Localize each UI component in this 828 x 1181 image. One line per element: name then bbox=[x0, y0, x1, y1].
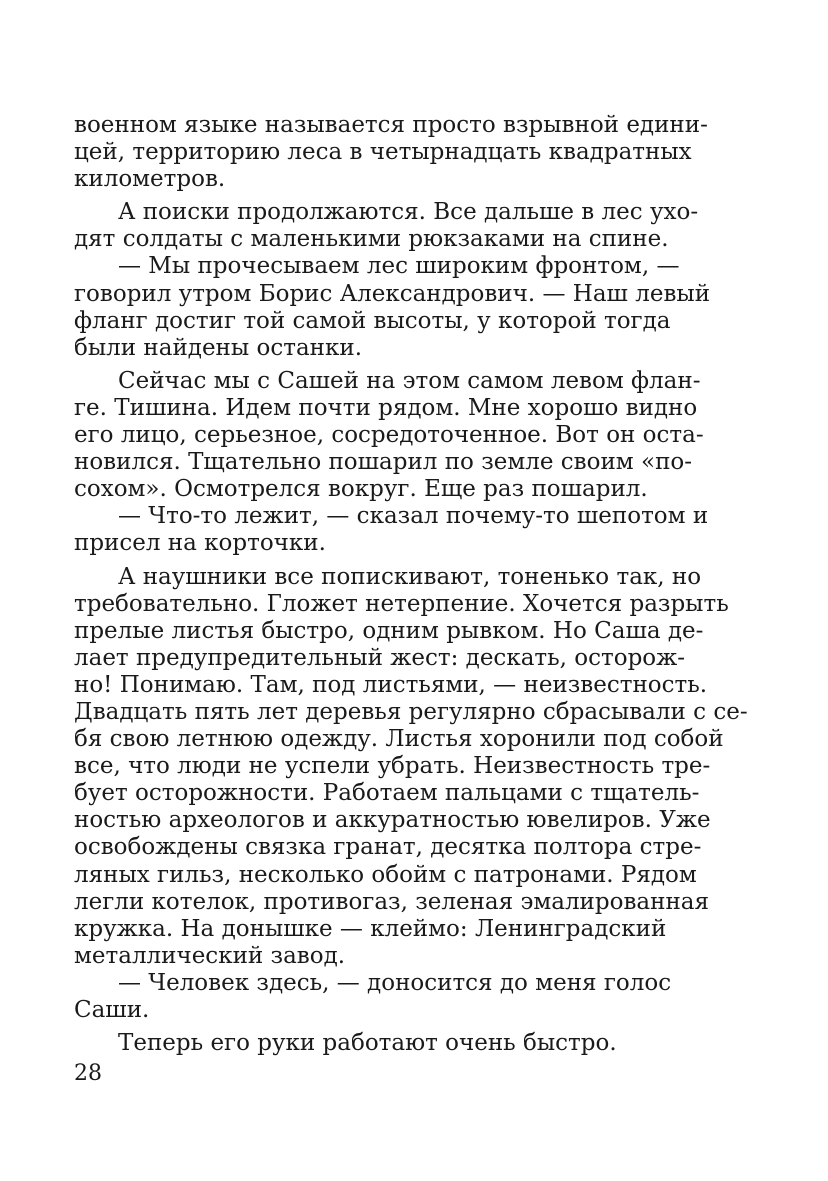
text-line: военном языке называется просто взрывной едини- bbox=[74, 112, 708, 138]
text-line: фланг достиг той самой высоты, у которой тогда bbox=[74, 307, 671, 334]
paragraph bbox=[74, 368, 754, 503]
body-text bbox=[74, 112, 754, 1057]
text-line: ляных гильз, несколько обойм с патронами. Рядом bbox=[74, 861, 697, 888]
text-line: кружка. На донышке — клеймо: Ленинградский bbox=[74, 915, 667, 942]
paragraph bbox=[74, 970, 754, 1024]
paragraph bbox=[74, 112, 754, 193]
text-line: — Мы прочесываем лес широким фронтом, — bbox=[118, 253, 680, 280]
text-line: ностью археологов и аккуратностью ювелиров. Уже bbox=[74, 807, 711, 834]
paragraph bbox=[74, 503, 754, 557]
text-line: — Что-то лежит, — сказал почему-то шепотом и bbox=[118, 503, 709, 530]
text-line: легли котелок, противогаз, зеленая эмалированная bbox=[74, 888, 709, 915]
text-line: — Человек здесь, — доносится до меня голос bbox=[118, 969, 672, 996]
text-line: говорил утром Борис Александрович. — Наш левый bbox=[74, 280, 711, 307]
text-line: освобождены связка гранат, десятка полтора стре- bbox=[74, 834, 702, 861]
paragraph bbox=[74, 1030, 754, 1057]
text-line: лает предупредительный жест: дескать, осторож- bbox=[74, 644, 686, 671]
text-line: километров. bbox=[74, 166, 226, 193]
paragraph bbox=[74, 564, 754, 970]
text-line: цей, территорию леса в четырнадцать квадратных bbox=[74, 139, 692, 166]
text-line: Саши. bbox=[74, 997, 150, 1023]
text-line: Двадцать пять лет деревья регулярно сбрасывали с се- bbox=[74, 698, 748, 725]
text-line: прелые листья быстро, одним рывком. Но Саша де- bbox=[74, 617, 704, 644]
text-line: новился. Тщательно пошарил по земле своим «по- bbox=[74, 449, 693, 476]
text-line: Сейчас мы с Сашей на этом самом левом флан- bbox=[118, 367, 701, 394]
text-line: дят солдаты с маленькими рюкзаками на спине. bbox=[74, 226, 669, 253]
text-line: сохом». Осмотрелся вокруг. Еще раз пошарил. bbox=[74, 476, 648, 503]
paragraph bbox=[74, 199, 754, 253]
text-line: все, что люди не успели убрать. Неизвестность тре- bbox=[74, 753, 711, 780]
text-line: ге. Тишина. Идем почти рядом. Мне хорошо видно bbox=[74, 394, 698, 421]
text-line: бует осторожности. Работаем пальцами с тщатель- bbox=[74, 780, 700, 807]
paragraph bbox=[74, 253, 754, 361]
text-line: требовательно. Гложет нетерпение. Хочется разрыть bbox=[74, 590, 729, 617]
text-line: присел на корточки. bbox=[74, 530, 326, 557]
text-line: бя свою летнюю одежду. Листья хоронили под собой bbox=[74, 726, 724, 753]
text-line: А поиски продолжаются. Все дальше в лес ухо- bbox=[118, 199, 699, 226]
text-line: но! Понимаю. Там, под листьями, — неизвестность. bbox=[74, 671, 708, 698]
text-line: Теперь его руки работают очень быстро. bbox=[118, 1030, 617, 1057]
page-number: 28 bbox=[74, 1061, 102, 1086]
text-line: А наушники все попискивают, тоненько так, но bbox=[118, 563, 702, 590]
text-line: его лицо, серьезное, сосредоточенное. Вот он оста- bbox=[74, 422, 704, 449]
text-line: металлический завод. bbox=[74, 942, 346, 969]
text-line: были найдены останки. bbox=[74, 334, 363, 361]
